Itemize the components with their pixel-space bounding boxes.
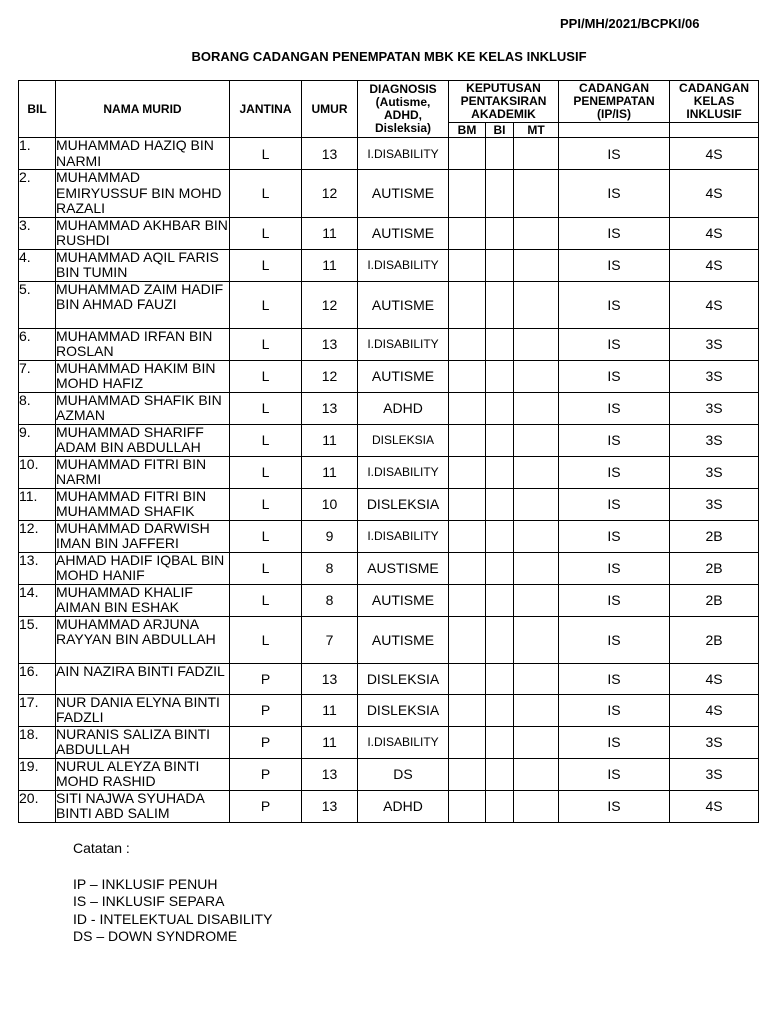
cell-diagnosis: DISLEKSIA [358, 663, 449, 694]
cell-mt [514, 424, 559, 456]
cell-bi [486, 584, 514, 616]
cell-nama-murid: MUHAMMAD ZAIM HADIF BIN AHMAD FAUZI [56, 281, 230, 328]
cell-diagnosis: I.DISABILITY [358, 138, 449, 170]
cell-cadangan-penempatan: IS [559, 663, 670, 694]
cell-mt [514, 488, 559, 520]
cell-jantina: L [230, 584, 302, 616]
placement-table [18, 80, 759, 823]
cell-diagnosis: I.DISABILITY [358, 520, 449, 552]
header-mt: MT [514, 123, 559, 138]
cell-umur: 11 [302, 694, 358, 726]
cell-bi [486, 616, 514, 663]
cell-bil: 5. [19, 281, 56, 328]
cell-diagnosis: DISLEKSIA [358, 488, 449, 520]
cell-jantina: L [230, 520, 302, 552]
cell-mt [514, 249, 559, 281]
cell-cadangan-penempatan: IS [559, 281, 670, 328]
cell-umur: 11 [302, 249, 358, 281]
cell-bm [449, 138, 486, 170]
notes-heading: Catatan : [73, 840, 130, 856]
cell-cadangan-penempatan: IS [559, 328, 670, 360]
cell-diagnosis: I.DISABILITY [358, 726, 449, 758]
cell-umur: 9 [302, 520, 358, 552]
cell-mt [514, 663, 559, 694]
header-kelas-blank [670, 123, 759, 138]
cell-cadangan-kelas: 3S [670, 488, 759, 520]
cell-cadangan-kelas: 4S [670, 694, 759, 726]
table-row [19, 360, 759, 392]
cell-umur: 12 [302, 170, 358, 218]
cell-jantina: L [230, 488, 302, 520]
cell-mt [514, 726, 559, 758]
cell-bm [449, 584, 486, 616]
header-jantina: JANTINA [230, 81, 302, 138]
table-row [19, 281, 759, 328]
cell-nama-murid: MUHAMMAD FITRI BIN NARMI [56, 456, 230, 488]
cell-bil: 18. [19, 726, 56, 758]
cell-cadangan-penempatan: IS [559, 790, 670, 822]
cell-jantina: L [230, 249, 302, 281]
cell-bil: 15. [19, 616, 56, 663]
cell-diagnosis: AUTISME [358, 584, 449, 616]
cell-nama-murid: MUHAMMAD HAZIQ BIN NARMI [56, 138, 230, 170]
cell-bm [449, 758, 486, 790]
cell-cadangan-kelas: 2B [670, 616, 759, 663]
table-row [19, 663, 759, 694]
table-row [19, 552, 759, 584]
cell-cadangan-kelas: 2B [670, 552, 759, 584]
header-bil: BIL [19, 81, 56, 138]
header-bm: BM [449, 123, 486, 138]
cell-jantina: P [230, 790, 302, 822]
cell-diagnosis: DISLEKSIA [358, 694, 449, 726]
cell-mt [514, 584, 559, 616]
note-item: IP – INKLUSIF PENUH [73, 875, 218, 892]
cell-umur: 12 [302, 360, 358, 392]
cell-jantina: L [230, 170, 302, 218]
cell-nama-murid: MUHAMMAD ARJUNA RAYYAN BIN ABDULLAH [56, 616, 230, 663]
cell-mt [514, 392, 559, 424]
cell-cadangan-kelas: 3S [670, 392, 759, 424]
cell-bi [486, 424, 514, 456]
cell-jantina: L [230, 328, 302, 360]
cell-bil: 10. [19, 456, 56, 488]
cell-jantina: L [230, 392, 302, 424]
cell-jantina: P [230, 758, 302, 790]
cell-mt [514, 758, 559, 790]
cell-jantina: P [230, 694, 302, 726]
table-row [19, 488, 759, 520]
cell-bi [486, 663, 514, 694]
cell-cadangan-penempatan: IS [559, 424, 670, 456]
cell-diagnosis: AUTISME [358, 616, 449, 663]
cell-bil: 7. [19, 360, 56, 392]
cell-mt [514, 616, 559, 663]
cell-bil: 6. [19, 328, 56, 360]
cell-bm [449, 328, 486, 360]
cell-cadangan-penempatan: IS [559, 170, 670, 218]
cell-umur: 13 [302, 138, 358, 170]
cell-cadangan-kelas: 2B [670, 584, 759, 616]
cell-umur: 13 [302, 790, 358, 822]
cell-jantina: L [230, 138, 302, 170]
cell-bm [449, 170, 486, 218]
cell-umur: 13 [302, 758, 358, 790]
cell-bi [486, 249, 514, 281]
cell-bi [486, 790, 514, 822]
cell-diagnosis: ADHD [358, 790, 449, 822]
cell-bil: 9. [19, 424, 56, 456]
cell-bm [449, 360, 486, 392]
cell-bi [486, 694, 514, 726]
cell-nama-murid: NURUL ALEYZA BINTI MOHD RASHID [56, 758, 230, 790]
cell-mt [514, 790, 559, 822]
cell-umur: 11 [302, 217, 358, 249]
cell-bil: 19. [19, 758, 56, 790]
cell-bi [486, 758, 514, 790]
cell-cadangan-penempatan: IS [559, 217, 670, 249]
cell-nama-murid: MUHAMMAD FITRI BIN MUHAMMAD SHAFIK [56, 488, 230, 520]
table-header-row [19, 81, 759, 123]
cell-cadangan-kelas: 3S [670, 328, 759, 360]
cell-bi [486, 217, 514, 249]
cell-jantina: L [230, 424, 302, 456]
table-row [19, 520, 759, 552]
cell-bi [486, 328, 514, 360]
cell-bil: 20. [19, 790, 56, 822]
cell-bm [449, 456, 486, 488]
cell-nama-murid: MUHAMMAD HAKIM BIN MOHD HAFIZ [56, 360, 230, 392]
cell-mt [514, 520, 559, 552]
cell-umur: 13 [302, 392, 358, 424]
cell-diagnosis: I.DISABILITY [358, 328, 449, 360]
cell-jantina: L [230, 456, 302, 488]
table-row [19, 616, 759, 663]
cell-umur: 7 [302, 616, 358, 663]
cell-jantina: P [230, 663, 302, 694]
cell-cadangan-penempatan: IS [559, 488, 670, 520]
table-row [19, 217, 759, 249]
cell-cadangan-kelas: 4S [670, 138, 759, 170]
table-row [19, 249, 759, 281]
cell-bm [449, 217, 486, 249]
cell-cadangan-kelas: 3S [670, 726, 759, 758]
cell-jantina: L [230, 552, 302, 584]
cell-nama-murid: MUHAMMAD DARWISH IMAN BIN JAFFERI [56, 520, 230, 552]
cell-bi [486, 520, 514, 552]
table-row [19, 584, 759, 616]
cell-jantina: L [230, 360, 302, 392]
table-row [19, 424, 759, 456]
cell-diagnosis: DS [358, 758, 449, 790]
cell-diagnosis: DISLEKSIA [358, 424, 449, 456]
table-row [19, 726, 759, 758]
cell-bi [486, 170, 514, 218]
cell-cadangan-penempatan: IS [559, 552, 670, 584]
cell-nama-murid: NURANIS SALIZA BINTI ABDULLAH [56, 726, 230, 758]
cell-bm [449, 488, 486, 520]
header-penempatan-blank [559, 123, 670, 138]
table-row [19, 758, 759, 790]
cell-diagnosis: I.DISABILITY [358, 456, 449, 488]
cell-cadangan-penempatan: IS [559, 138, 670, 170]
cell-mt [514, 328, 559, 360]
header-cadangan-kelas: CADANGAN KELAS INKLUSIF [670, 81, 759, 123]
cell-nama-murid: MUHAMMAD AKHBAR BIN RUSHDI [56, 217, 228, 248]
cell-bm [449, 790, 486, 822]
cell-mt [514, 694, 559, 726]
cell-bm [449, 552, 486, 584]
cell-bil: 13. [19, 552, 56, 584]
cell-diagnosis: I.DISABILITY [358, 249, 449, 281]
cell-jantina: L [230, 281, 302, 328]
table-row [19, 694, 759, 726]
document-reference: PPI/MH/2021/BCPKI/06 [560, 16, 700, 31]
header-diagnosis: DIAGNOSIS (Autisme, ADHD, Disleksia) [358, 81, 449, 138]
cell-umur: 8 [302, 552, 358, 584]
note-item: IS – INKLUSIF SEPARA [73, 893, 225, 909]
cell-cadangan-penempatan: IS [559, 726, 670, 758]
cell-bil: 14. [19, 584, 56, 616]
cell-cadangan-kelas: 4S [670, 249, 759, 281]
cell-cadangan-kelas: 3S [670, 456, 759, 488]
cell-bm [449, 520, 486, 552]
table-row [19, 790, 759, 822]
cell-diagnosis: AUTISME [358, 281, 449, 328]
cell-diagnosis: AUTISME [358, 360, 449, 392]
cell-bil: 1. [19, 138, 56, 170]
cell-cadangan-kelas: 4S [670, 790, 759, 822]
table-row [19, 170, 759, 218]
table-row [19, 328, 759, 360]
cell-cadangan-penempatan: IS [559, 520, 670, 552]
cell-diagnosis: AUTISME [358, 170, 449, 218]
cell-diagnosis: AUTISME [358, 217, 449, 249]
cell-mt [514, 217, 559, 249]
cell-bi [486, 726, 514, 758]
cell-nama-murid: AHMAD HADIF IQBAL BIN MOHD HANIF [56, 552, 230, 584]
cell-cadangan-kelas: 4S [670, 281, 759, 328]
cell-bi [486, 392, 514, 424]
cell-bm [449, 616, 486, 663]
cell-jantina: L [230, 616, 302, 663]
cell-bm [449, 281, 486, 328]
cell-jantina: L [230, 217, 302, 249]
cell-mt [514, 138, 559, 170]
cell-umur: 11 [302, 726, 358, 758]
cell-bil: 17. [19, 694, 56, 726]
cell-mt [514, 360, 559, 392]
cell-cadangan-kelas: 4S [670, 170, 759, 218]
cell-bi [486, 281, 514, 328]
cell-nama-murid: AIN NAZIRA BINTI FADZIL [56, 663, 230, 694]
cell-cadangan-penempatan: IS [559, 584, 670, 616]
cell-bil: 4. [19, 249, 56, 281]
cell-diagnosis: AUSTISME [358, 552, 449, 584]
cell-bi [486, 456, 514, 488]
cell-bm [449, 726, 486, 758]
cell-mt [514, 552, 559, 584]
cell-bm [449, 249, 486, 281]
cell-nama-murid: MUHAMMAD SHAFIK BIN AZMAN [56, 392, 230, 424]
cell-nama-murid: MUHAMMAD KHALIF AIMAN BIN ESHAK [56, 584, 230, 616]
cell-bm [449, 663, 486, 694]
document-title: BORANG CADANGAN PENEMPATAN MBK KE KELAS INKLUSIF [191, 49, 587, 64]
cell-bm [449, 694, 486, 726]
cell-umur: 13 [302, 663, 358, 694]
cell-bi [486, 138, 514, 170]
cell-diagnosis: ADHD [358, 392, 449, 424]
cell-nama-murid: MUHAMMAD EMIRYUSSUF BIN MOHD RAZALI [56, 170, 230, 218]
cell-bil: 12. [19, 520, 56, 552]
cell-umur: 11 [302, 424, 358, 456]
cell-cadangan-penempatan: IS [559, 616, 670, 663]
cell-bi [486, 488, 514, 520]
table-row [19, 456, 759, 488]
cell-cadangan-kelas: 3S [670, 360, 759, 392]
cell-umur: 8 [302, 584, 358, 616]
table-body [19, 138, 759, 823]
cell-cadangan-penempatan: IS [559, 360, 670, 392]
cell-mt [514, 170, 559, 218]
table-row [19, 392, 759, 424]
cell-cadangan-penempatan: IS [559, 758, 670, 790]
cell-bm [449, 392, 486, 424]
cell-bil: 2. [19, 170, 56, 218]
cell-mt [514, 281, 559, 328]
header-nama-murid: NAMA MURID [56, 81, 230, 138]
header-bi: BI [486, 123, 514, 138]
cell-cadangan-kelas: 3S [670, 758, 759, 790]
cell-cadangan-kelas: 4S [670, 217, 759, 249]
cell-umur: 13 [302, 328, 358, 360]
cell-nama-murid: MUHAMMAD SHARIFF ADAM BIN ABDULLAH [56, 424, 230, 456]
note-item: ID - INTELEKTUAL DISABILITY [73, 910, 273, 927]
header-keputusan-pentaksiran: KEPUTUSAN PENTAKSIRAN AKADEMIK [449, 81, 559, 123]
note-item: DS – DOWN SYNDROME [73, 928, 238, 944]
notes-section [73, 840, 272, 946]
header-umur: UMUR [302, 81, 358, 138]
cell-bil: 11. [19, 488, 56, 520]
cell-nama-murid: SITI NAJWA SYUHADA BINTI ABD SALIM [56, 790, 230, 822]
cell-cadangan-penempatan: IS [559, 249, 670, 281]
cell-umur: 11 [302, 456, 358, 488]
cell-cadangan-kelas: 2B [670, 520, 759, 552]
cell-jantina: P [230, 726, 302, 758]
cell-bm [449, 424, 486, 456]
cell-mt [514, 456, 559, 488]
cell-nama-murid: MUHAMMAD AQIL FARIS BIN TUMIN [56, 249, 230, 281]
cell-cadangan-penempatan: IS [559, 694, 670, 726]
header-cadangan-penempatan: CADANGAN PENEMPATAN (IP/IS) [559, 81, 670, 123]
cell-bil: 8. [19, 392, 56, 424]
cell-cadangan-penempatan: IS [559, 392, 670, 424]
table-row [19, 138, 759, 170]
cell-bi [486, 552, 514, 584]
cell-umur: 12 [302, 281, 358, 328]
cell-nama-murid: NUR DANIA ELYNA BINTI FADZLI [56, 694, 230, 726]
cell-cadangan-penempatan: IS [559, 456, 670, 488]
cell-cadangan-kelas: 4S [670, 663, 759, 694]
cell-umur: 10 [302, 488, 358, 520]
cell-cadangan-kelas: 3S [670, 424, 759, 456]
cell-bil: 3. [19, 217, 56, 249]
cell-nama-murid: MUHAMMAD IRFAN BIN ROSLAN [56, 328, 230, 360]
cell-bi [486, 360, 514, 392]
cell-bil: 16. [19, 663, 56, 694]
